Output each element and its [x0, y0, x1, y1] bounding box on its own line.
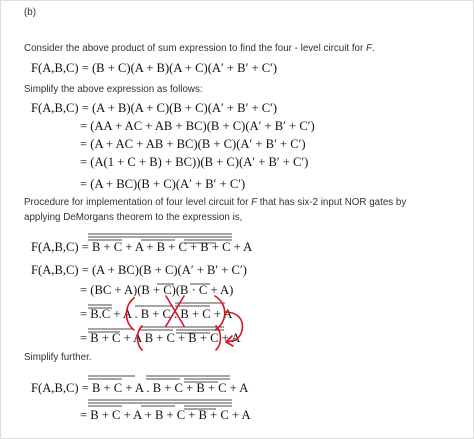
nor-step-4: = B + C + A B + C + B + C + A — [80, 331, 241, 345]
simplify-step-5: = (A + BC)(B + C)(A′ + B′ + C′) — [80, 177, 246, 191]
nor-step-2: = (BC + A)(B + C)(B · C + A) — [80, 283, 234, 297]
equation-given: F(A,B,C) = (B + C)(A + B)(A + C)(A′ + B′ + C′) — [31, 61, 278, 75]
final-equation-1: F(A,B,C) = B + C + A . B + C + B + C + A — [31, 381, 249, 395]
procedure-text-2: applying DeMorgans theorem to the expression is, — [24, 212, 243, 223]
simplify-step-4: = (A(1 + C + B) + BC))(B + C)(A′ + B′ + C′) — [80, 155, 309, 169]
section-label: (b) — [24, 7, 36, 18]
nor-step-3: = B.C + A . B + C . B + C + A — [80, 307, 233, 321]
nor-step-1: F(A,B,C) = (A + BC)(B + C)(A′ + B′ + C′) — [31, 263, 247, 277]
simplify-label: Simplify the above expression as follows: — [24, 84, 203, 95]
simplify-further-label: Simplify further. — [24, 352, 92, 363]
procedure-text-1: Procedure for implementation of four level circuit for F that has six-2 input NOR gates by — [24, 197, 407, 208]
simplify-step-3: = (A + AC + AB + BC)(B + C)(A′ + B′ + C′) — [80, 137, 306, 151]
simplify-step-2: = (AA + AC + AB + BC)(B + C)(A′ + B′ + C′) — [80, 119, 315, 133]
intro-text: Consider the above product of sum expression to find the four - level circuit for F. — [24, 43, 375, 54]
nor-equation: F(A,B,C) = B + C + A + B + C + B + C + A — [31, 240, 253, 254]
final-equation-2: = B + C + A + B + C + B + C + A — [80, 408, 251, 422]
simplify-step-1: F(A,B,C) = (A + B)(A + C)(B + C)(A′ + B′ + C′) — [31, 101, 278, 115]
